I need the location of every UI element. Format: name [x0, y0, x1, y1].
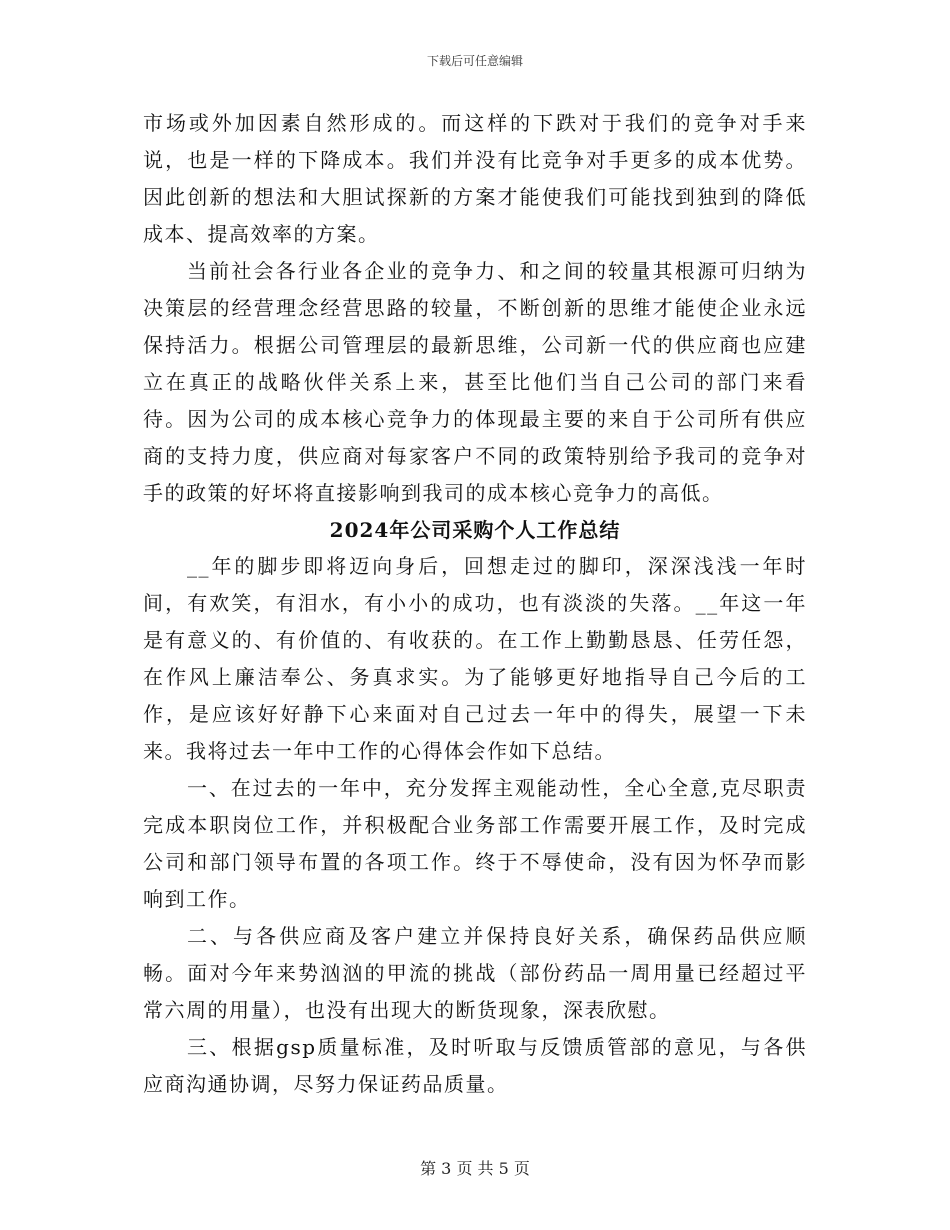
paragraph-point-3: 三、根据gsp质量标准，及时听取与反馈质管部的意见，与各供应商沟通协调，尽努力保证药品质量。: [143, 1035, 807, 1096]
page-header-note: 下载后可任意编辑: [426, 54, 523, 68]
paragraph-continued: 市场或外加因素自然形成的。而这样的下跌对于我们的竞争对手来说，也是一样的下降成本。我们并没有比竞争对手更多的成本优势。因此创新的想法和大胆试探新的方案才能使我们可能找到独到的降低成本、提高效率的方案。: [143, 111, 807, 246]
section-title: 2024年公司采购个人工作总结: [329, 518, 621, 542]
page-number: 第 3 页 共 5 页: [420, 1159, 530, 1178]
paragraph-point-1: 一、在过去的一年中，充分发挥主观能动性，全心全意,克尽职责完成本职岗位工作，并积极配合业务部工作需要开展工作，及时完成公司和部门领导布置的各项工作。终于不辱使命，没有因为怀孕而影响到工作。: [143, 776, 807, 911]
paragraph-point-2: 二、与各供应商及客户建立并保持良好关系，确保药品供应顺畅。面对今年来势汹汹的甲流的挑战（部份药品一周用量已经超过平常六周的用量），也没有出现大的断货现象，深表欣慰。: [143, 924, 807, 1022]
paragraph-competition: 当前社会各行业各企业的竞争力、和之间的较量其根源可归纳为决策层的经营理念经营思路的较量，不断创新的思维才能使企业永远保持活力。根据公司管理层的最新思维，公司新一代的供应商也应建立在真正的战略伙伴关系上来，甚至比他们当自己公司的部门来看待。因为公司的成本核心竞争力的体现最主要的来自于公司所有供应商的支持力度，供应商对每家客户不同的政策特别给予我司的竞争对手的政策的好坏将直接影响到我司的成本核心竞争力的高低。: [143, 259, 807, 505]
paragraph-intro: __年的脚步即将迈向身后，回想走过的脚印，深深浅浅一年时间，有欢笑，有泪水，有小小的成功，也有淡淡的失落。__年这一年是有意义的、有价值的、有收获的。在工作上勤勤恳恳、任劳任怨，在作风上廉洁奉公、务真求实。为了能够更好地指导自己今后的工作，是应该好好静下心来面对自己过去一年中的得失，展望一下未来。我将过去一年中工作的心得体会作如下总结。: [143, 554, 807, 763]
document-body: [143, 105, 807, 1103]
